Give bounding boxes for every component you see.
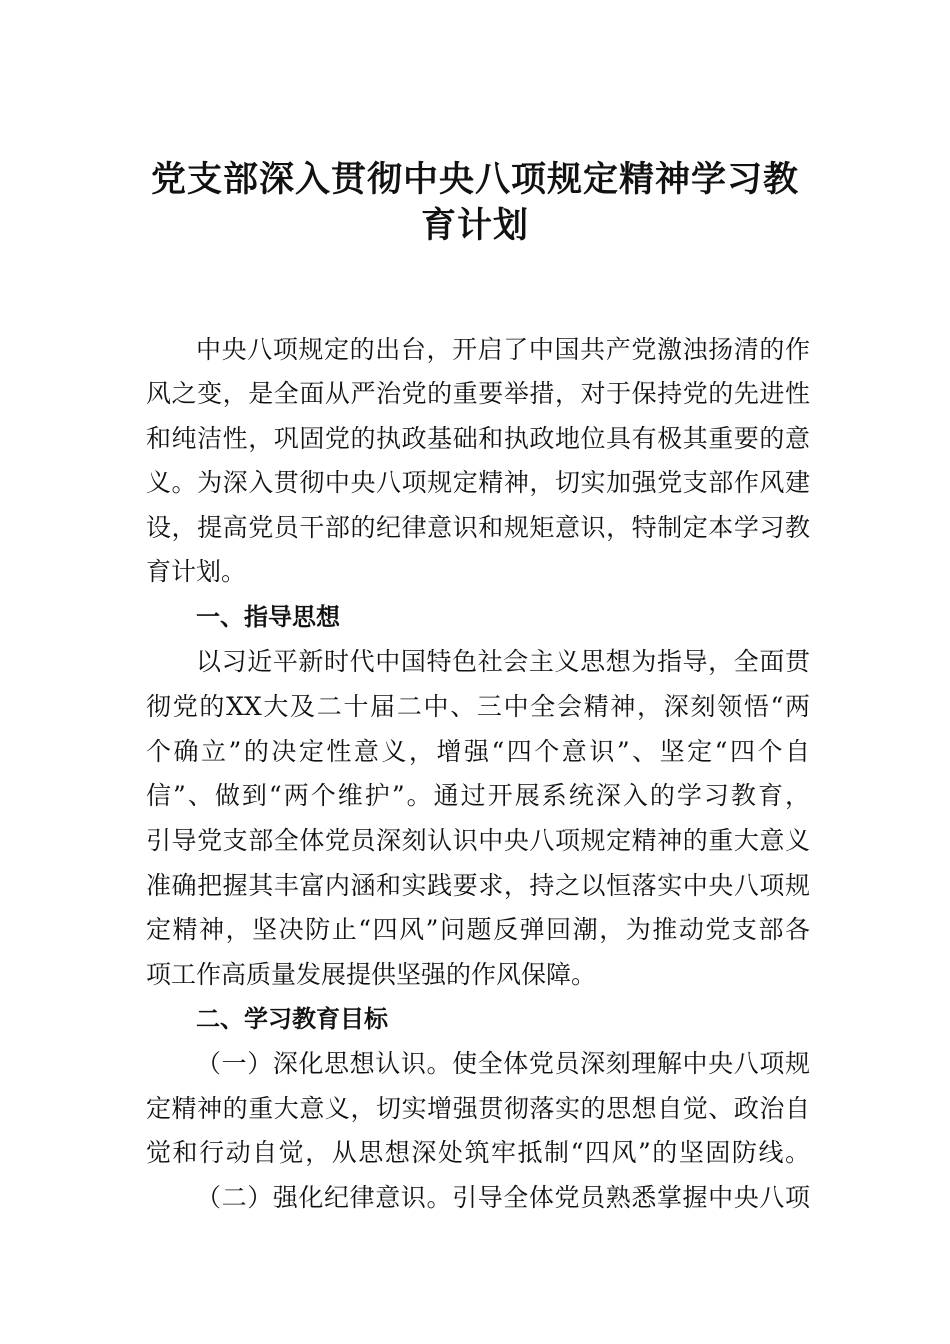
section2-item1-line: 定精神的重大意义，切实增强贯彻落实的思想自觉、政治自 — [146, 1094, 810, 1123]
section2-item1-line: 觉和行动自觉，从思想深处筑牢抵制“四风”的坚固防线。 — [146, 1138, 810, 1167]
intro-paragraph-line: 育计划。 — [146, 557, 247, 586]
section1-paragraph-line: 信”、做到“两个维护”。通过开展系统深入的学习教育， — [146, 781, 810, 810]
section2-item2-line: （二）强化纪律意识。引导全体党员熟悉掌握中央八项 — [196, 1183, 810, 1212]
section-heading-guiding-ideology: 一、指导思想 — [196, 603, 340, 631]
document-title-line-2: 育计划 — [420, 205, 529, 246]
section2-item1-line: （一）深化思想认识。使全体党员深刻理解中央八项规 — [196, 1049, 810, 1078]
section1-paragraph-line: 准确把握其丰富内涵和实践要求，持之以恒落实中央八项规 — [146, 871, 810, 900]
section1-paragraph-line: 以习近平新时代中国特色社会主义思想为指导，全面贯 — [196, 647, 810, 676]
section1-paragraph-line: 项工作高质量发展提供坚强的作风保障。 — [146, 960, 597, 989]
intro-paragraph-line: 义。为深入贯彻中央八项规定精神，切实加强党支部作风建 — [146, 468, 810, 497]
section-heading-study-goals: 二、学习教育目标 — [196, 1005, 388, 1033]
section1-paragraph-line: 引导党支部全体党员深刻认识中央八项规定精神的重大意义 — [146, 826, 810, 855]
intro-paragraph-line: 设，提高党员干部的纪律意识和规矩意识，特制定本学习教 — [146, 513, 810, 542]
document-title-line-1: 党支部深入贯彻中央八项规定精神学习教 — [150, 159, 799, 200]
section1-paragraph-line: 定精神，坚决防止“四风”问题反弹回潮，为推动党支部各 — [146, 915, 810, 944]
section1-paragraph-line: 彻党的XX大及二十届二中、三中全会精神，深刻领悟“两 — [146, 692, 810, 721]
section1-paragraph-line: 个确立”的决定性意义，增强“四个意识”、坚定“四个自 — [146, 737, 810, 766]
intro-paragraph-line: 和纯洁性，巩固党的执政基础和执政地位具有极其重要的意 — [146, 424, 810, 453]
intro-paragraph-line: 风之变，是全面从严治党的重要举措，对于保持党的先进性 — [146, 379, 810, 408]
intro-paragraph-line: 中央八项规定的出台，开启了中国共产党激浊扬清的作 — [196, 335, 810, 364]
